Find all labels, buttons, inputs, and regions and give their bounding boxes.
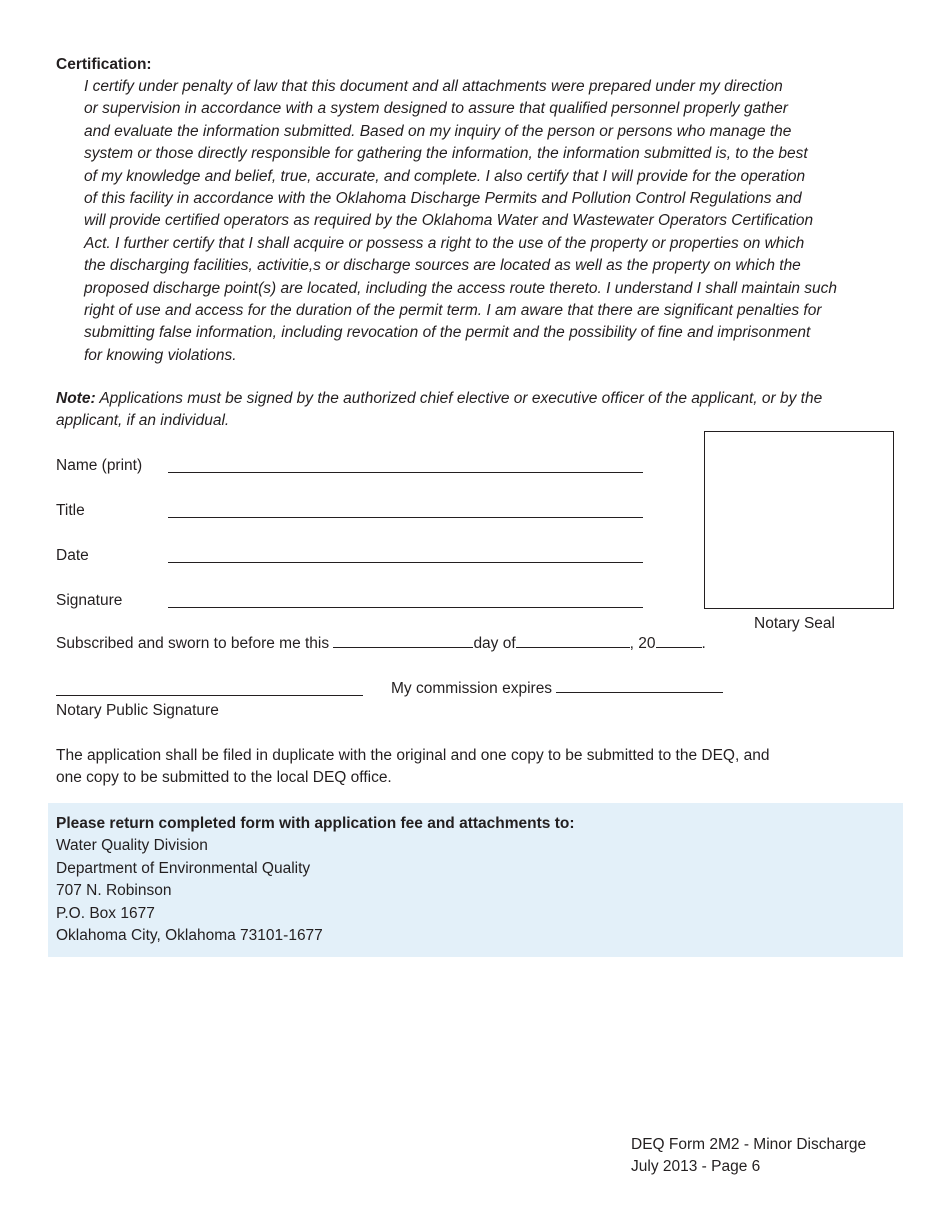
certification-line: of this facility in accordance with the Oklahoma Discharge Permits and Pollution Control Regulations and [84, 189, 802, 207]
filing-line2: one copy to be submitted to the local DEQ office. [56, 769, 392, 787]
page-footer [631, 1134, 866, 1179]
name-print-field[interactable] [168, 472, 643, 473]
note-label: Note: [56, 390, 96, 407]
certification-line: system or those directly responsible for gathering the information, the information submitted is, to the best [84, 145, 808, 163]
address-line: Department of Environmental Quality [56, 859, 311, 877]
certification-line: or supervision in accordance with a system designed to assure that qualified personnel properly gather [84, 100, 788, 118]
address-line: P.O. Box 1677 [56, 904, 155, 922]
return-address [56, 813, 575, 947]
return-heading: Please return completed form with application fee and attachments to: [56, 815, 575, 832]
footer-date-page: July 2013 - Page 6 [631, 1158, 761, 1176]
certification-line: submitting false information, including revocation of the permit and the possibility of fine and imprisonment [84, 324, 811, 342]
name-print-label: Name (print) [56, 457, 143, 474]
notary-signature-label: Notary Public Signature [56, 702, 219, 719]
footer-form-name: DEQ Form 2M2 - Minor Discharge [631, 1136, 867, 1153]
sworn-prefix: Subscribed and sworn to before me this [56, 635, 334, 652]
certification-line: and evaluate the information submitted. Based on my inquiry of the person or persons who manage the [84, 122, 792, 140]
certification-line: right of use and access for the duration of the permit term. I am aware that there are significant penalties for [84, 301, 822, 319]
notary-signature-field[interactable] [56, 695, 363, 696]
signature-label: Signature [56, 592, 123, 609]
certification-line: proposed discharge point(s) are located, including the access route thereto. I understand I shall maintain such [84, 279, 838, 297]
address-line: Water Quality Division [56, 837, 208, 855]
sworn-year-prefix: , 20 [629, 635, 656, 652]
certification-line: of my knowledge and belief, true, accurate, and complete. I also certify that I will provide for the operation [84, 167, 806, 185]
filing-instructions [56, 745, 896, 790]
certification-statement [84, 76, 904, 367]
address-line: Oklahoma City, Oklahoma 73101-1677 [56, 927, 323, 945]
commission-expires [391, 678, 723, 700]
sworn-year-field[interactable] [656, 633, 702, 648]
sworn-day-of: day of [473, 635, 516, 652]
commission-label: My commission expires [391, 680, 557, 697]
filing-line1: The application shall be filed in duplicate with the original and one copy to be submitted to the DEQ, and [56, 747, 770, 764]
date-field[interactable] [168, 562, 643, 563]
sworn-end: . [701, 635, 706, 652]
certification-heading: Certification: [56, 56, 152, 73]
note-text-line2: applicant, if an individual. [56, 412, 230, 430]
certification-line: I certify under penalty of law that this document and all attachments were prepared under my direction [84, 78, 783, 95]
certification-line: for knowing violations. [84, 346, 237, 364]
title-label: Title [56, 502, 85, 519]
sworn-day-field[interactable] [333, 633, 473, 648]
sworn-month-field[interactable] [516, 633, 630, 648]
notary-seal-box [704, 431, 894, 609]
signing-note [56, 388, 896, 433]
certification-line: Act. I further certify that I shall acquire or possess a right to the use of the property or properties on which [84, 234, 805, 252]
signature-field[interactable] [168, 607, 643, 608]
address-line: 707 N. Robinson [56, 882, 172, 900]
note-text-line1: Applications must be signed by the authorized chief elective or executive officer of the applicant, or by the [95, 390, 823, 407]
title-field[interactable] [168, 517, 643, 518]
notary-seal-label: Notary Seal [754, 615, 835, 632]
sworn-statement [56, 633, 706, 655]
date-label: Date [56, 547, 89, 564]
certification-line: the discharging facilities, activitie,s or discharge sources are located as well as the property on which the [84, 257, 801, 275]
commission-expires-field[interactable] [556, 678, 723, 693]
certification-line: will provide certified operators as required by the Oklahoma Water and Wastewater Operators Certification [84, 212, 814, 230]
